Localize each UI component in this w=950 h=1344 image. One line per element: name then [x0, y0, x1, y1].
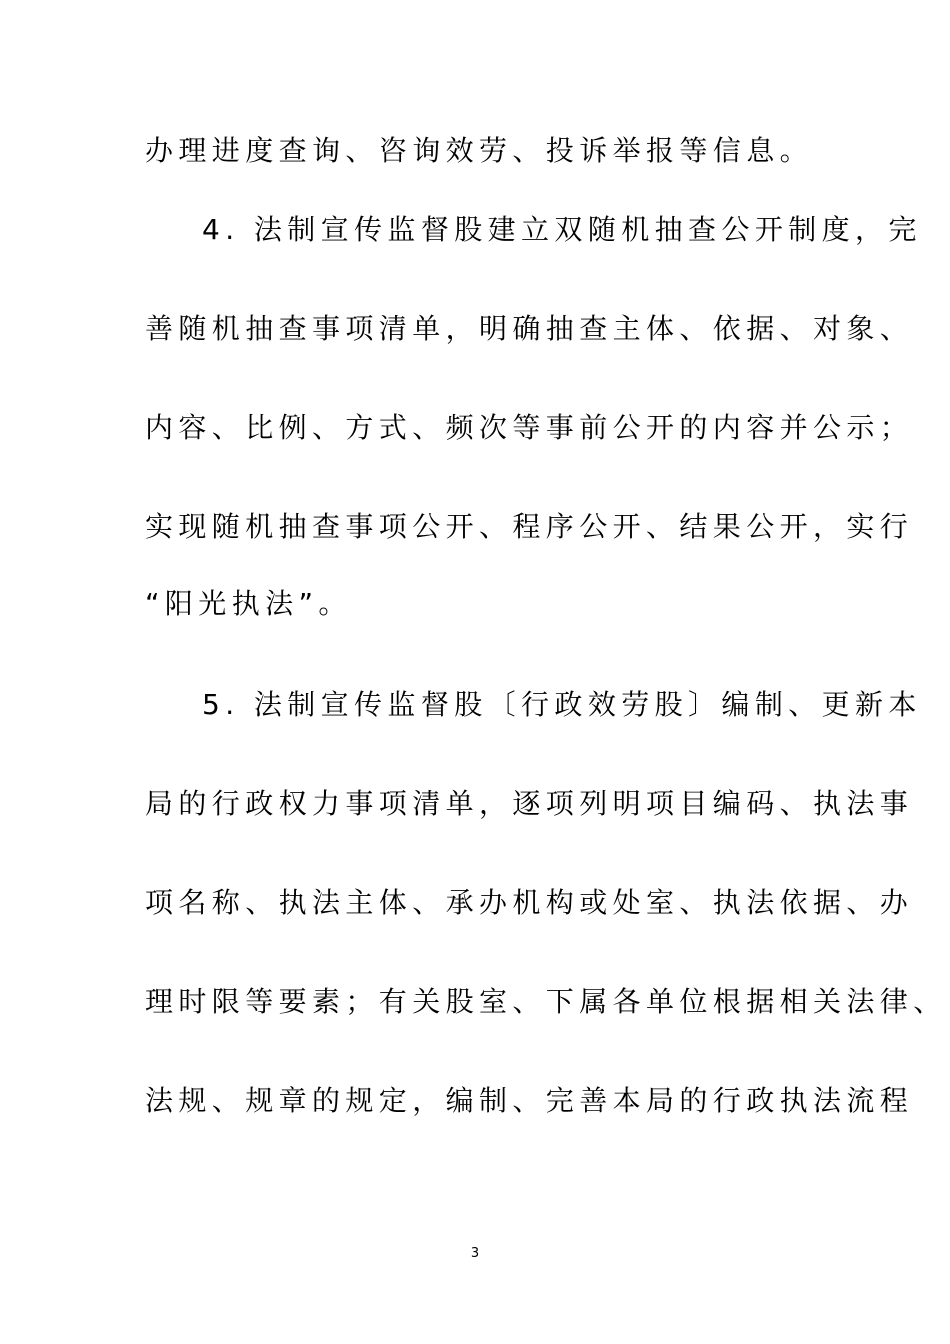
text-line-5: 实现随机抽查事项公开、程序公开、结果公开，实行 — [145, 510, 914, 543]
text-line-11: 法规、规章的规定，编制、完善本局的行政执法流程 — [145, 1084, 914, 1117]
page-number: 3 — [470, 1246, 480, 1261]
text-line-2: 4. 法制宣传监督股建立双随机抽查公开制度，完 — [202, 213, 922, 246]
text-line-7: 5. 法制宣传监督股〔行政效劳股〕编制、更新本 — [202, 688, 922, 721]
text-line-6: “阳光执法”。 — [145, 587, 352, 620]
text-line-4: 内容、比例、方式、频次等事前公开的内容并公示； — [145, 411, 914, 444]
text-line-9: 项名称、执法主体、承办机构或处室、执法依据、办 — [145, 886, 914, 919]
text-line-3: 善随机抽查事项清单，明确抽查主体、依据、对象、 — [145, 312, 914, 345]
text-line-10: 理时限等要素；有关股室、下属各单位根据相关法律、 — [145, 985, 947, 1018]
text-line-8: 局的行政权力事项清单，逐项列明项目编码、执法事 — [145, 787, 914, 820]
text-line-1: 办理进度查询、咨询效劳、投诉举报等信息。 — [145, 134, 814, 167]
